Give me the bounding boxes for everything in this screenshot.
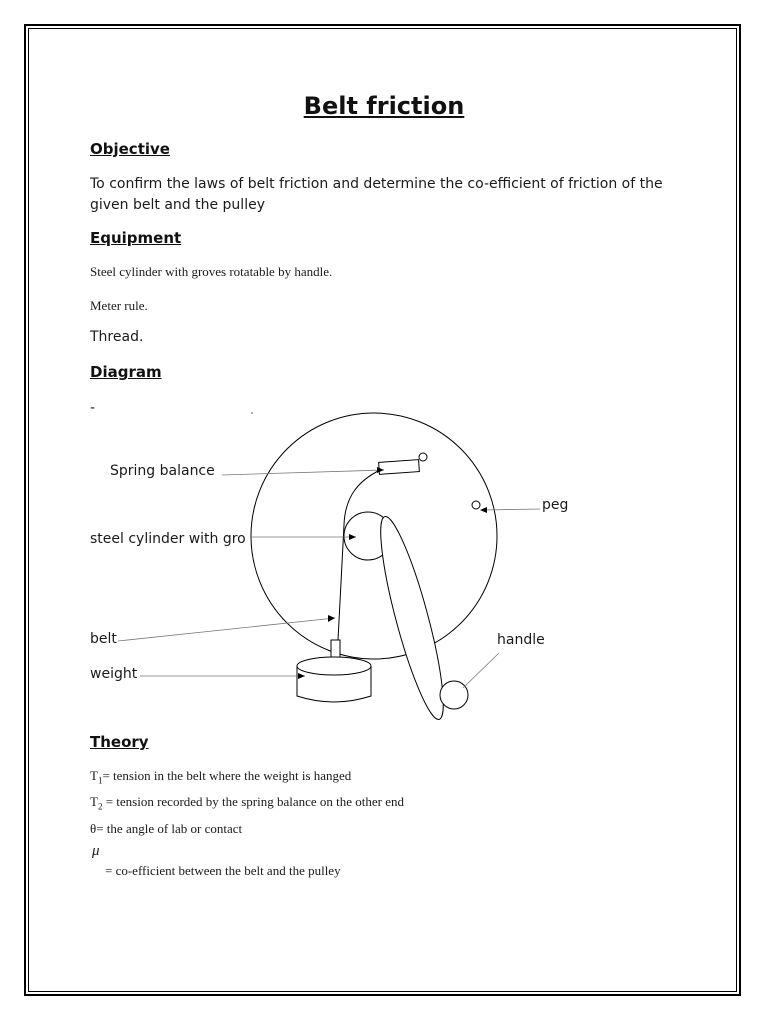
t2-text: = tension recorded by the spring balance on the other end [102,794,404,809]
t1-subscript: 1 [97,775,103,786]
t1-text: = tension in the belt where the weight is hanged [102,768,352,783]
weight-top [297,657,371,675]
t2-subscript: 2 [97,801,103,812]
leader-belt [118,618,335,641]
diagram-dash: - [90,400,96,416]
page-title: Belt friction [303,92,465,120]
theory-mu: = co-efficient between the belt and the pulley [105,863,341,878]
t1-symbol: T [90,768,98,783]
theory-heading: Theory [90,733,149,751]
theory-t2 [90,794,404,812]
objective-heading: Objective [90,140,170,158]
leader-handle [463,653,499,688]
equipment-item-3: Thread. [90,329,144,345]
theory-theta: θ= the angle of lab or contact [90,821,243,836]
mu-symbol: μ [92,843,100,859]
label-steel-cylinder: steel cylinder with gro [90,531,248,547]
equipment-heading: Equipment [90,229,182,247]
diagram-heading: Diagram [90,363,162,381]
objective-text: To confirm the laws of belt friction and determine the co-efficient of friction of the given belt and the pulley [90,176,663,213]
label-handle: handle [497,632,545,648]
spring-balance-hook [419,453,427,461]
label-spring-balance: Spring balance [110,463,215,479]
leader-spring-balance [222,470,384,475]
label-peg: peg [542,497,569,513]
label-belt: belt [90,631,117,647]
peg [472,501,480,509]
handle-knob [440,681,468,709]
theory-t1 [90,768,351,786]
spring-balance-body [379,460,420,475]
leader-peg [483,509,540,510]
equipment-item-1: Steel cylinder with groves rotatable by handle. [90,264,333,279]
label-weight: weight [90,666,138,682]
t2-symbol: T [90,794,98,809]
equipment-item-2: Meter rule. [90,298,148,313]
